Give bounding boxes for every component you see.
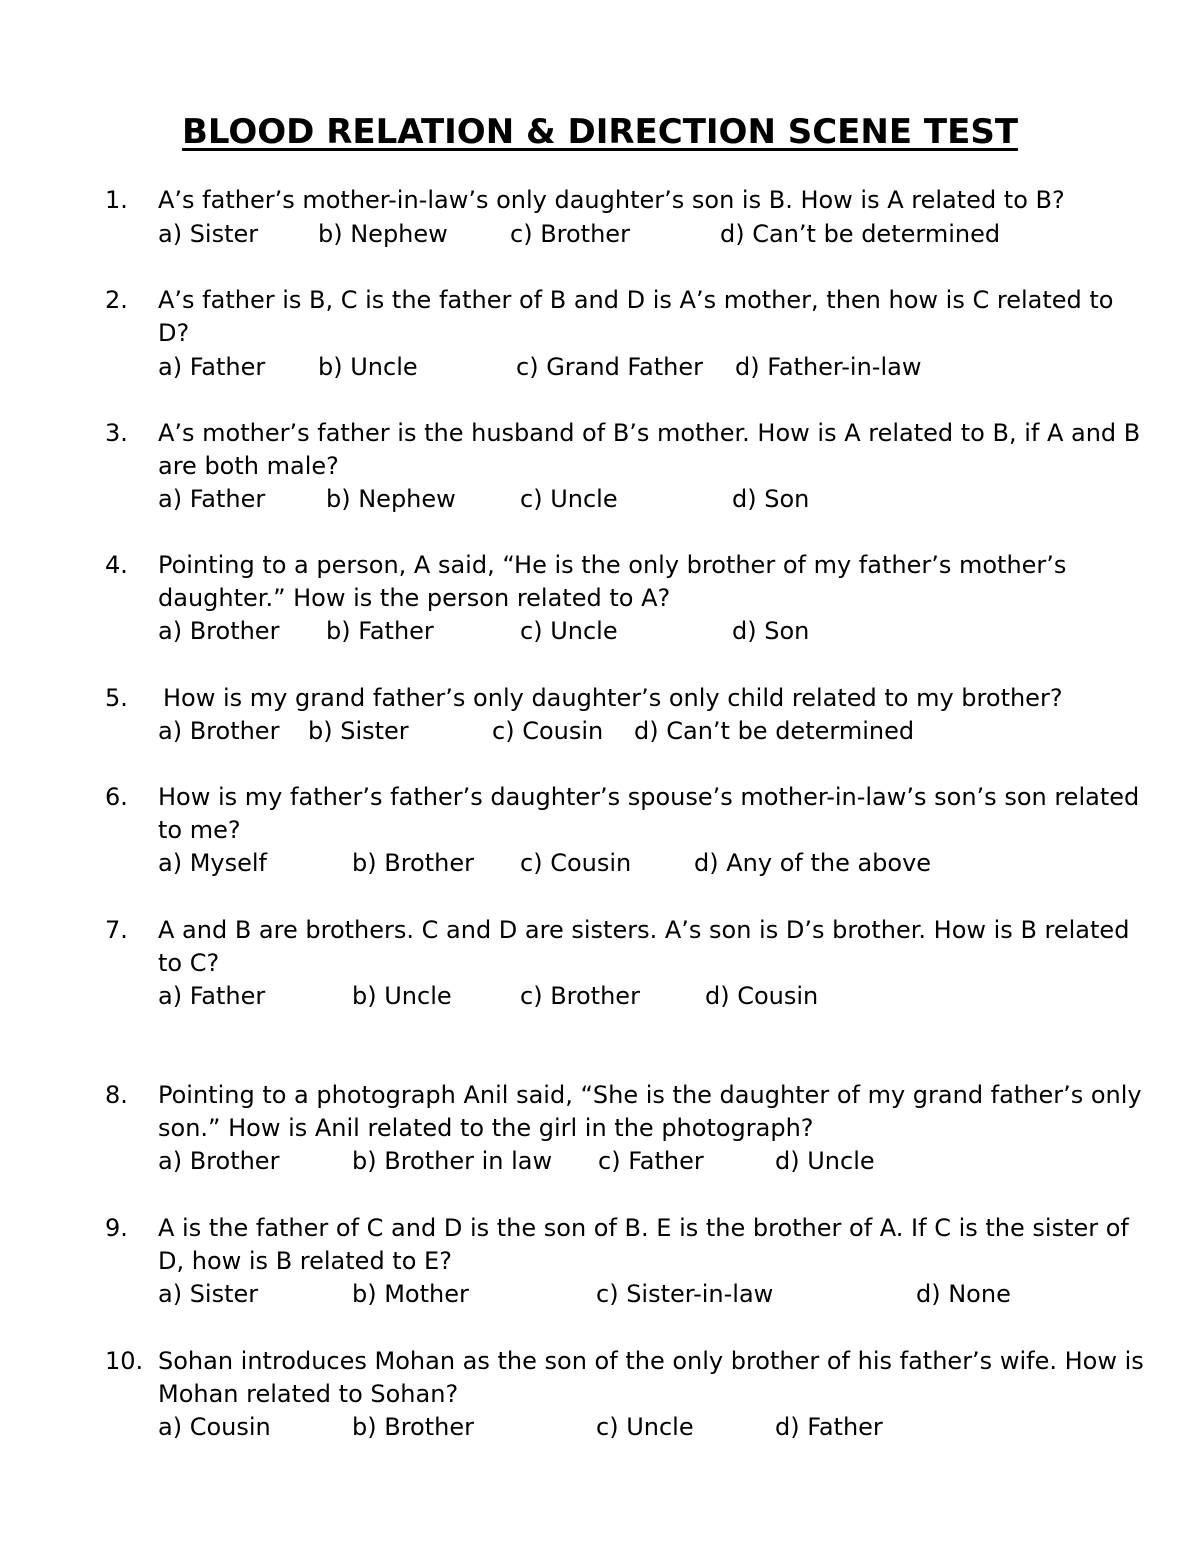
option-c: c) Brother bbox=[510, 220, 630, 248]
option-c: c) Brother bbox=[520, 982, 640, 1010]
option-b: b) Father bbox=[326, 617, 434, 645]
question-number: 5. bbox=[105, 684, 128, 712]
option-c: c) Uncle bbox=[596, 1413, 694, 1441]
option-b: b) Uncle bbox=[318, 353, 418, 381]
option-d: d) Cousin bbox=[705, 982, 819, 1010]
option-a: a) Sister bbox=[158, 1280, 259, 1308]
page-title: BLOOD RELATION & DIRECTION SCENE TEST bbox=[181, 112, 1019, 152]
option-d: d) Can’t be determined bbox=[634, 717, 915, 745]
option-d: d) Father-in-law bbox=[735, 353, 922, 381]
option-d: d) Any of the above bbox=[694, 849, 932, 877]
option-b: b) Brother bbox=[352, 1413, 474, 1441]
option-d: d) Son bbox=[732, 617, 810, 645]
option-b: b) Nephew bbox=[326, 485, 456, 513]
question-text: A and B are brothers. C and D are sisters. A’s son is D’s brother. How is B related to C? bbox=[158, 916, 1130, 977]
option-d: d) None bbox=[916, 1280, 1011, 1308]
question-text: Sohan introduces Mohan as the son of the only brother of his father’s wife. How is Mohan related to Sohan? bbox=[158, 1347, 1144, 1408]
option-a: a) Sister bbox=[158, 220, 259, 248]
question-number: 2. bbox=[105, 286, 128, 314]
option-c: c) Father bbox=[598, 1147, 704, 1175]
option-c: c) Sister-in-law bbox=[596, 1280, 774, 1308]
option-c: c) Cousin bbox=[492, 717, 604, 745]
question-text: A’s father’s mother-in-law’s only daughter’s son is B. How is A related to B? bbox=[158, 186, 1065, 214]
option-d: d) Can’t be determined bbox=[720, 220, 1001, 248]
option-a: a) Brother bbox=[158, 617, 280, 645]
option-a: a) Brother bbox=[158, 1147, 280, 1175]
option-a: a) Father bbox=[158, 353, 266, 381]
option-c: c) Uncle bbox=[520, 485, 618, 513]
option-c: c) Uncle bbox=[520, 617, 618, 645]
question-number: 9. bbox=[105, 1214, 128, 1242]
option-c: c) Cousin bbox=[520, 849, 632, 877]
question-text: How is my grand father’s only daughter’s only child related to my brother? bbox=[163, 684, 1063, 712]
question-text: How is my father’s father’s daughter’s spouse’s mother-in-law’s son’s son related to me? bbox=[158, 783, 1140, 844]
question-number: 4. bbox=[105, 551, 128, 579]
option-b: b) Sister bbox=[308, 717, 409, 745]
question-number: 10. bbox=[105, 1347, 144, 1375]
question-text: A’s mother’s father is the husband of B’s mother. How is A related to B, if A and B are both male? bbox=[158, 419, 1141, 480]
option-b: b) Nephew bbox=[318, 220, 448, 248]
option-d: d) Son bbox=[732, 485, 810, 513]
option-b: b) Brother in law bbox=[352, 1147, 553, 1175]
question-text: A is the father of C and D is the son of B. E is the brother of A. If C is the sister of D, how is B related to E? bbox=[158, 1214, 1129, 1275]
option-b: b) Uncle bbox=[352, 982, 452, 1010]
option-c: c) Grand Father bbox=[516, 353, 703, 381]
option-b: b) Mother bbox=[352, 1280, 469, 1308]
option-d: d) Father bbox=[775, 1413, 883, 1441]
question-number: 3. bbox=[105, 419, 128, 447]
question-text: Pointing to a person, A said, “He is the only brother of my father’s mother’s daughter.” How is the person related to A? bbox=[158, 551, 1067, 612]
question-number: 8. bbox=[105, 1081, 128, 1109]
option-b: b) Brother bbox=[352, 849, 474, 877]
question-number: 1. bbox=[105, 186, 128, 214]
option-a: a) Myself bbox=[158, 849, 267, 877]
question-number: 7. bbox=[105, 916, 128, 944]
option-a: a) Father bbox=[158, 982, 266, 1010]
question-text: A’s father is B, C is the father of B and D is A’s mother, then how is C related to D? bbox=[158, 286, 1114, 347]
question-number: 6. bbox=[105, 783, 128, 811]
question-text: Pointing to a photograph Anil said, “She is the daughter of my grand father’s only son.” How is Anil related to the girl in the photograph? bbox=[158, 1081, 1142, 1142]
option-a: a) Brother bbox=[158, 717, 280, 745]
option-d: d) Uncle bbox=[775, 1147, 875, 1175]
option-a: a) Cousin bbox=[158, 1413, 271, 1441]
option-a: a) Father bbox=[158, 485, 266, 513]
